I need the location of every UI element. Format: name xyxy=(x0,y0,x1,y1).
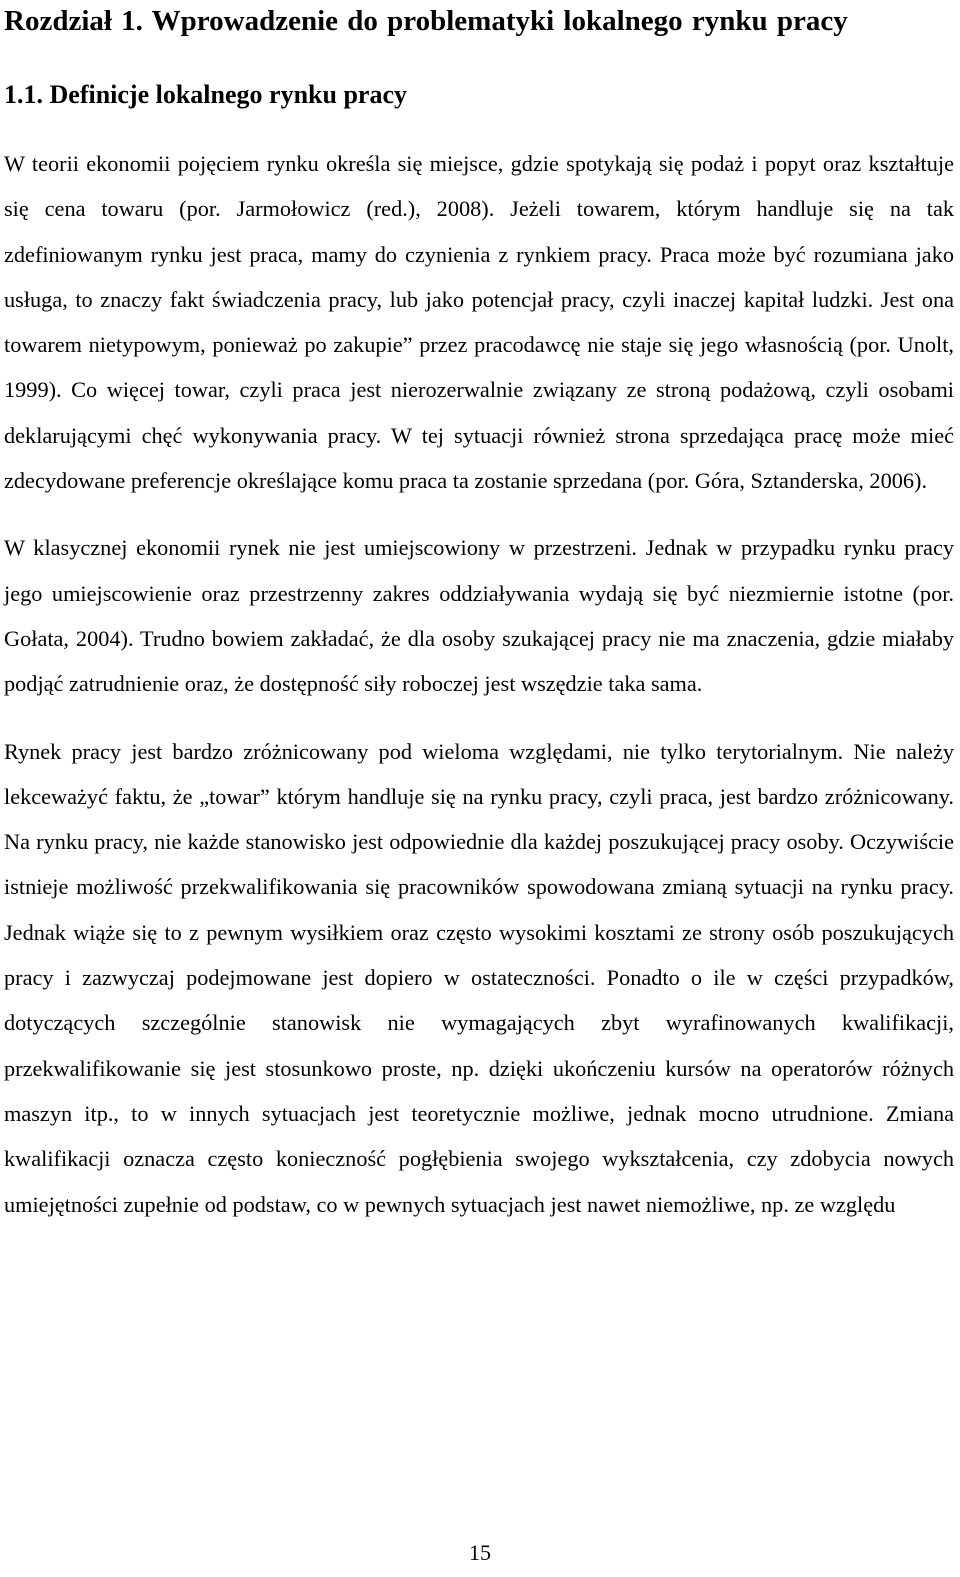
paragraph-market-definition: W teorii ekonomii pojęciem rynku określa się miejsce, gdzie spotykają się podaż i popyt oraz kształtuje się cena towaru (por. Jarmołowicz (red.), 2008). Jeżeli towarem, którym handluje się na tak zdefiniowanym rynku jest praca, mamy do czynienia z rynkiem pracy. Praca może być rozumiana jako usługa, to znaczy fakt świadczenia pracy, lub jako potencjał pracy, czyli inaczej kapitał ludzki. Jest ona towarem nietypowym, ponieważ po zakupie” przez pracodawcę nie staje się jego własnością (por. Unolt, 1999). Co więcej towar, czyli praca jest nierozerwalnie związany ze stroną podażową, czyli osobami deklarującymi chęć wykonywania pracy. W tej sytuacji również strona sprzedająca pracę może mieć zdecydowane preferencje określające komu praca ta zostanie sprzedana (por. Góra, Sztanderska, 2006). xyxy=(4,151,954,494)
paragraph-labour-diversity: Rynek pracy jest bardzo zróżnicowany pod wieloma względami, nie tylko terytorialnym. Nie należy lekceważyć faktu, że „towar” którym handluje się na rynku pracy, czyli praca, jest bardzo zróżnicowany. Na rynku pracy, nie każde stanowisko jest odpowiednie dla każdej poszukującej pracy osoby. Oczywiście istnieje możliwość przekwalifikowania się pracowników spowodowana zmianą sytuacji na rynku pracy. Jednak wiąże się to z pewnym wysiłkiem oraz często wysokimi kosztami ze strony osób poszukujących pracy i zazwyczaj podejmowane jest dopiero w ostateczności. Ponadto o ile w części przypadków, dotyczących szczególnie stanowisk nie wymagających zbyt wyrafinowanych kwalifikacji, przekwalifikowanie się jest stosunkowo proste, np. dzięki ukończeniu kursów na operatorów różnych maszyn itp., to w innych sytuacjach jest teoretycznie możliwe, jednak mocno utrudnione. Zmiana kwalifikacji oznacza często konieczność pogłębienia swojego wykształcenia, czy zdobycia nowych umiejętności zupełnie od podstaw, co w pewnych sytuacjach jest nawet niemożliwe, np. ze względu xyxy=(4,738,954,1217)
document-page xyxy=(4,0,954,1227)
chapter-title: Rozdział 1. Wprowadzenie do problematyki lokalnego rynku pracy xyxy=(4,5,848,37)
section-title: 1.1. Definicje lokalnego rynku pracy xyxy=(4,80,407,109)
paragraph-spatial-dimension: W klasycznej ekonomii rynek nie jest umiejscowiony w przestrzeni. Jednak w przypadku rynku pracy jego umiejscowienie oraz przestrzenny zakres oddziaływania wydają się być niezmiernie istotne (por. Gołata, 2004). Trudno bowiem zakładać, że dla osoby szukającej pracy nie ma znaczenia, gdzie miałaby podjąć zatrudnienie oraz, że dostępność siły roboczej jest wszędzie taka sama. xyxy=(4,535,954,697)
page-number: 15 xyxy=(469,1540,491,1565)
